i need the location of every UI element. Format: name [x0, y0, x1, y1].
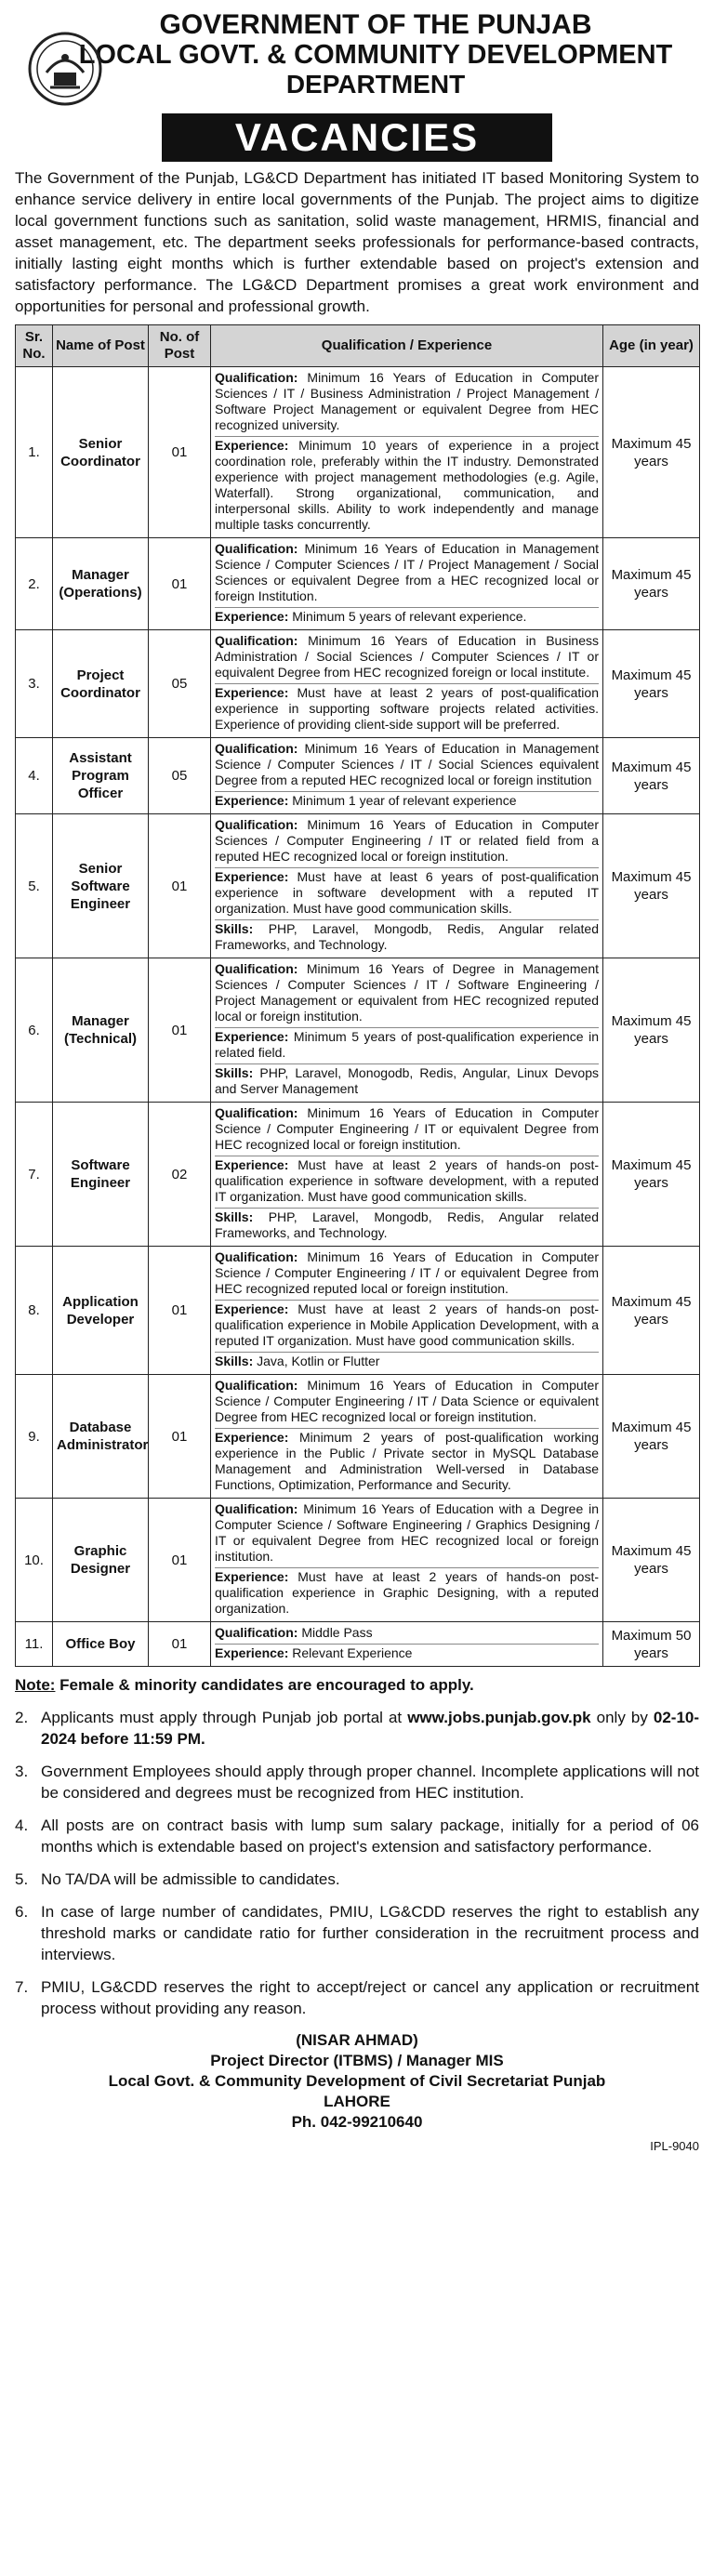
header-post: Name of Post — [53, 325, 149, 367]
requirement-text: Relevant Experience — [288, 1645, 413, 1660]
row-sr: 6. — [16, 958, 53, 1103]
requirement-block — [215, 740, 599, 791]
intro-paragraph: The Government of the Punjab, LG&CD Department has initiated IT based Monitoring System to enhance service delivery in entire local governments of the Punjab. The project aims to digitize local government functions such as sanitation, solid waste management, HRMIS, financial and asset management, etc. The department seeks professionals for performance-based contracts, initially lasting eight months which is further extendable based on project's extension and satisfactory performance. The LG&CD Department promises a great work environment and opportunities for personal and professional growth. — [15, 169, 699, 315]
requirement-block — [215, 683, 599, 735]
requirement-block — [215, 1352, 599, 1372]
requirement-block — [215, 1624, 599, 1644]
signatory-title: Project Director (ITBMS) / Manager MIS — [210, 2052, 504, 2069]
requirement-block — [215, 436, 599, 535]
row-post-count: 01 — [149, 814, 211, 958]
row-post-name: Assistant Program Officer — [53, 738, 149, 814]
table-row — [16, 1103, 700, 1247]
job-portal-url: www.jobs.punjab.gov.pk — [407, 1709, 591, 1726]
row-post-name: Software Engineer — [53, 1103, 149, 1247]
requirement-label: Experience: — [215, 685, 289, 700]
requirement-label: Qualification: — [215, 961, 298, 976]
requirement-text: Minimum 16 Years of Education in Computer Sciences / Computer Engineering / IT or related field from a reputed HEC recognized local or foreign institution. — [215, 817, 599, 864]
row-sr: 10. — [16, 1499, 53, 1622]
requirement-text: Must have at least 2 years of post-qualification experience in supporting software projects related activities. Experience of providing client-side support will be preferred. — [215, 685, 599, 732]
row-post-name: Project Coordinator — [53, 630, 149, 738]
requirement-label: Experience: — [215, 869, 289, 884]
header-line-3: DEPARTMENT — [285, 70, 466, 99]
requirement-block — [215, 369, 599, 436]
row-post-name: Manager (Technical) — [53, 958, 149, 1103]
requirement-label: Experience: — [215, 793, 289, 808]
requirement-block — [215, 540, 599, 607]
note-item: 7. PMIU, LG&CDD reserves the right to accept/reject or cancel any application or recruitment process without providing any reason. — [15, 1978, 699, 2017]
header-num: No. of Post — [149, 325, 211, 367]
row-post-count: 01 — [149, 1499, 211, 1622]
requirement-label: Skills: — [215, 921, 254, 936]
requirement-label: Experience: — [215, 609, 289, 624]
table-row — [16, 1622, 700, 1667]
table-row — [16, 1247, 700, 1375]
row-qualification — [211, 630, 603, 738]
row-age-limit: Maximum 45 years — [603, 538, 700, 630]
header-qualification: Qualification / Experience — [211, 325, 603, 367]
row-age-limit: Maximum 50 years — [603, 1622, 700, 1667]
row-age-limit: Maximum 45 years — [603, 630, 700, 738]
vacancies-table — [15, 324, 700, 1667]
requirement-block — [215, 1500, 599, 1567]
requirement-block — [215, 960, 599, 1027]
signatory-org: Local Govt. & Community Development of Civil Secretariat Punjab — [108, 2072, 606, 2090]
requirement-text: Must have at least 6 years of post-qualification experience in software development with a reputed IT organization. Must have good communication skills. — [215, 869, 599, 916]
signature-block — [15, 2030, 699, 2133]
requirement-label: Qualification: — [215, 1249, 298, 1264]
header-sr: Sr. No. — [16, 325, 53, 367]
row-qualification — [211, 1499, 603, 1622]
requirement-label: Experience: — [215, 438, 289, 453]
row-sr: 2. — [16, 538, 53, 630]
row-post-name: Senior Software Engineer — [53, 814, 149, 958]
row-post-count: 01 — [149, 1622, 211, 1667]
advertisement — [15, 6, 700, 2153]
row-sr: 11. — [16, 1622, 53, 1667]
requirement-block — [215, 816, 599, 867]
row-qualification — [211, 367, 603, 538]
table-row — [16, 1499, 700, 1622]
note-heading: Note: Female & minority candidates are encouraged to apply. — [15, 1676, 474, 1694]
note-item: 4. All posts are on contract basis with lump sum salary package, initially for a period of 06 months which is extendable based on project's extension and satisfactory performance. — [15, 1816, 699, 1856]
requirement-block — [215, 607, 599, 627]
requirement-label: Experience: — [215, 1157, 289, 1172]
requirement-block — [215, 1156, 599, 1208]
row-post-name: Office Boy — [53, 1622, 149, 1667]
ad-reference: IPL-9040 — [650, 2139, 699, 2153]
requirement-text: Minimum 16 Years of Education in Computer Sciences / IT / Business Administration / Project Management / Software Project Management or equivalent Degree from HEC recognized university. — [215, 370, 599, 432]
row-qualification — [211, 1622, 603, 1667]
row-age-limit: Maximum 45 years — [603, 1499, 700, 1622]
requirement-block — [215, 1644, 599, 1664]
requirement-text: Minimum 5 years of relevant experience. — [288, 609, 527, 624]
requirement-text: Middle Pass — [298, 1625, 373, 1640]
requirement-text: Minimum 16 Years of Education in Computer Science / Computer Engineering / IT or equivalent Degree from HEC recognized local or foreign institution. — [215, 1105, 599, 1152]
requirement-text: Minimum 16 Years of Education in Computer Science / Computer Engineering / IT / or equivalent Degree from HEC recognized reputed local or foreign institution. — [215, 1249, 599, 1296]
row-post-name: Senior Coordinator — [53, 367, 149, 538]
requirement-text: Minimum 16 Years of Degree in Management Sciences / Computer Sciences / IT / Software Engineering / Project Management or equivalent from HEC recognized reputed local or foreign institution. — [215, 961, 599, 1024]
punjab-government-emblem-icon — [26, 30, 104, 108]
requirement-label: Qualification: — [215, 817, 298, 832]
requirement-label: Experience: — [215, 1029, 289, 1044]
requirement-text: PHP, Laravel, Monogodb, Redis, Angular, Linux Devops and Server Management — [215, 1065, 599, 1096]
requirement-block — [215, 1428, 599, 1496]
table-row — [16, 630, 700, 738]
requirement-text: Minimum 2 years of post-qualification working experience in the Public / Private sector in MySQL Database Management and Administration Well-versed in Database Functions, Optimization, Performance and Security. — [215, 1430, 599, 1492]
row-sr: 1. — [16, 367, 53, 538]
row-sr: 4. — [16, 738, 53, 814]
row-qualification — [211, 1247, 603, 1375]
requirement-label: Qualification: — [215, 741, 298, 756]
row-sr: 5. — [16, 814, 53, 958]
header-line-1: GOVERNMENT OF THE PUNJAB — [159, 9, 592, 40]
requirement-label: Experience: — [215, 1430, 289, 1445]
row-post-count: 05 — [149, 738, 211, 814]
row-age-limit: Maximum 45 years — [603, 1247, 700, 1375]
requirement-block — [215, 1104, 599, 1156]
deadline: 02-10-2024 before 11:59 PM. — [41, 1709, 700, 1748]
row-post-count: 05 — [149, 630, 211, 738]
requirement-label: Experience: — [215, 1645, 289, 1660]
row-post-count: 01 — [149, 1375, 211, 1499]
requirement-label: Qualification: — [215, 1501, 298, 1516]
requirement-label: Qualification: — [215, 1105, 298, 1120]
requirement-label: Qualification: — [215, 633, 298, 648]
table-row — [16, 958, 700, 1103]
row-post-count: 01 — [149, 1247, 211, 1375]
requirement-text: Java, Kotlin or Flutter — [253, 1354, 380, 1368]
row-qualification — [211, 814, 603, 958]
row-qualification — [211, 538, 603, 630]
header — [15, 11, 699, 104]
requirement-label: Skills: — [215, 1354, 254, 1368]
requirement-block — [215, 1063, 599, 1100]
requirement-text: PHP, Laravel, Mongodb, Redis, Angular related Frameworks, and Technology. — [215, 921, 599, 952]
table-row — [16, 367, 700, 538]
requirement-label: Experience: — [215, 1569, 289, 1584]
row-qualification — [211, 738, 603, 814]
requirement-label: Skills: — [215, 1209, 254, 1224]
requirement-text: Must have at least 2 years of hands-on post-qualification experience in software development, with a reputed IT organization. Must have good communication skills. — [215, 1157, 599, 1204]
requirement-text: Minimum 1 year of relevant experience — [288, 793, 517, 808]
signatory-phone: Ph. 042-99210640 — [291, 2113, 423, 2131]
row-age-limit: Maximum 45 years — [603, 738, 700, 814]
requirement-label: Qualification: — [215, 1625, 298, 1640]
note-item: 6. In case of large number of candidates, PMIU, LG&CDD reserves the right to establish any threshold marks or candidate ratio for further consideration in the recruitment process and interviews. — [15, 1903, 699, 1963]
requirement-text: Minimum 5 years of post-qualification experience in related field. — [215, 1029, 599, 1060]
requirement-block — [215, 791, 599, 812]
row-post-count: 01 — [149, 958, 211, 1103]
note-item: 2. Applicants must apply through Punjab job portal at www.jobs.punjab.gov.pk only by 02-10-2024 before 11:59 PM. — [15, 1709, 700, 1748]
row-post-name: Manager (Operations) — [53, 538, 149, 630]
row-qualification — [211, 958, 603, 1103]
row-sr: 8. — [16, 1247, 53, 1375]
row-post-name: Application Developer — [53, 1247, 149, 1375]
table-row — [16, 814, 700, 958]
requirement-text: Minimum 16 Years of Education in Management Science / Computer Sciences / IT / Social Sciences equivalent Degree from a reputed HEC recognized local or foreign institution — [215, 741, 599, 787]
row-age-limit: Maximum 45 years — [603, 1375, 700, 1499]
requirement-block — [215, 632, 599, 683]
requirement-block — [215, 1377, 599, 1428]
header-age: Age (in year) — [603, 325, 700, 367]
row-post-count: 01 — [149, 538, 211, 630]
requirement-block — [215, 1300, 599, 1352]
row-age-limit: Maximum 45 years — [603, 958, 700, 1103]
vacancies-table-body — [16, 367, 700, 1667]
requirement-block — [215, 919, 599, 956]
vacancies-banner: VACANCIES — [162, 113, 552, 162]
table-row — [16, 538, 700, 630]
row-post-count: 01 — [149, 367, 211, 538]
requirement-text: PHP, Laravel, Mongodb, Redis, Angular related Frameworks, and Technology. — [215, 1209, 599, 1240]
row-sr: 7. — [16, 1103, 53, 1247]
requirement-text: Minimum 10 years of experience in a project coordination role, preferably within the IT industry. Demonstrated experience with project management methodologies (e.g. Agile, Waterfall). Strong organizational, communication, and interpersonal skills. Ability to work independently and manage multiple tasks concurrently. — [215, 438, 599, 532]
requirement-text: Minimum 16 Years of Education in Computer Science / Computer Engineering / IT / Data Science or equivalent Degree from HEC recognized local or foreign institution. — [215, 1378, 599, 1424]
row-qualification — [211, 1375, 603, 1499]
row-qualification — [211, 1103, 603, 1247]
notes — [15, 1674, 699, 2019]
note-item: 3. Government Employees should apply through proper channel. Incomplete applications will not be considered and degrees must be recognized from HEC institution. — [15, 1763, 699, 1802]
table-row — [16, 738, 700, 814]
requirement-text: Minimum 16 Years of Education with a Degree in Computer Science / Software Engineering / Graphics Designing / IT or equivalent Degree from HEC recognized local or foreign institution. — [215, 1501, 599, 1564]
row-sr: 3. — [16, 630, 53, 738]
signatory-name: (NISAR AHMAD) — [296, 2031, 418, 2049]
requirement-text: Must have at least 2 years of hands-on post-qualification experience in Graphic Designing, with a reputed organization. — [215, 1569, 599, 1616]
requirement-label: Experience: — [215, 1301, 289, 1316]
requirement-text: Minimum 16 Years of Education in Business Administration / Social Sciences / Computer Sciences / IT or equivalent Degree from HEC recognized foreign or local institute. — [215, 633, 599, 680]
requirement-label: Qualification: — [215, 541, 298, 556]
requirement-text: Minimum 16 Years of Education in Management Science / Computer Sciences / IT / Project Management / Social Sciences or equivalent Degree from a HEC recognized local or foreign Institution. — [215, 541, 599, 603]
requirement-label: Qualification: — [215, 1378, 298, 1393]
requirement-block — [215, 1248, 599, 1300]
row-age-limit: Maximum 45 years — [603, 814, 700, 958]
table-row — [16, 1375, 700, 1499]
requirement-label: Qualification: — [215, 370, 298, 385]
note-item: 5. No TA/DA will be admissible to candidates. — [15, 1870, 340, 1888]
requirement-block — [215, 1208, 599, 1244]
header-line-2: LOCAL GOVT. & COMMUNITY DEVELOPMENT — [78, 40, 673, 70]
row-post-name: Database Administrator — [53, 1375, 149, 1499]
table-header-row — [16, 325, 700, 367]
requirement-block — [215, 1567, 599, 1619]
requirement-label: Skills: — [215, 1065, 254, 1080]
row-post-count: 02 — [149, 1103, 211, 1247]
signatory-city: LAHORE — [324, 2093, 390, 2110]
row-sr: 9. — [16, 1375, 53, 1499]
requirement-block — [215, 867, 599, 919]
requirement-block — [215, 1027, 599, 1063]
row-age-limit: Maximum 45 years — [603, 1103, 700, 1247]
row-post-name: Graphic Designer — [53, 1499, 149, 1622]
row-age-limit: Maximum 45 years — [603, 367, 700, 538]
requirement-text: Must have at least 2 years of hands-on post-qualification experience in Mobile Application Development, with a reputed IT organization. Must have good communication skills. — [215, 1301, 599, 1348]
